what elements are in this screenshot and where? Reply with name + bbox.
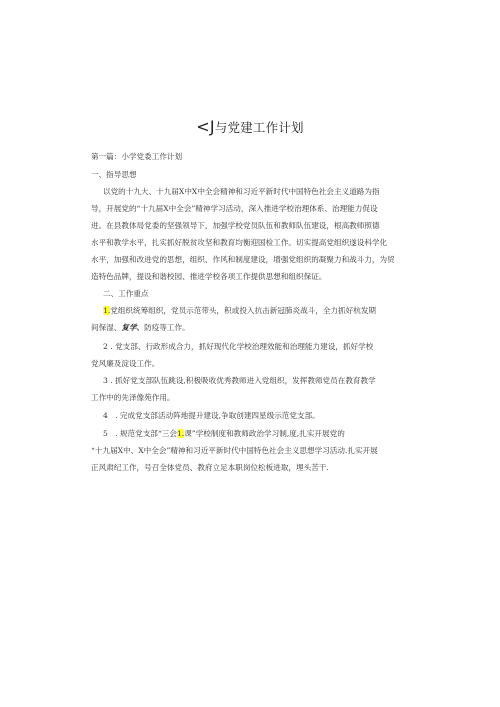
list-item-3-cont: 工作中的先泽像苑作用。 <box>91 393 175 402</box>
paragraph-line: 导，开展党的“十九届X中全会”精神学习活动，深入推进学校治理体系、治理能力促设 <box>91 204 378 213</box>
title-rest: 与党建工作计划 <box>214 120 304 135</box>
heading-guiding-ideology: 一、指导思想 <box>91 170 137 179</box>
list-item-5-cont: “十九届X中、X中全会”精神和习近平新时代中国特色社会主义思想学习活动.扎实开展 <box>91 446 378 455</box>
list-item-2-cont: 党风廉及淀设工作。 <box>91 359 160 368</box>
heading-work-focus: 二、工作重点 <box>103 289 149 298</box>
list-item-2 <box>103 342 373 351</box>
paragraph-line: 进。在县教体局党委的坚强领导下，加强学校党员队伍和教师队伍建设，根高教师照德 <box>91 221 380 230</box>
bold-italic-text: 复学、 <box>121 323 145 332</box>
list-number: 3 <box>103 376 108 385</box>
list-item-text: 课”学校制度和教师政治学习制,度,扎实开展党的 <box>184 429 345 438</box>
list-item-3 <box>103 376 376 385</box>
list-item-text: . 党支部、行政形成合力，抓好现代化学校治理效能和治理能力建设，抓好学校 <box>110 342 374 351</box>
list-number: 2 <box>103 342 108 351</box>
list-item-4 <box>103 411 320 420</box>
title-lead: <J <box>196 117 215 136</box>
list-item-text: . 抓好党支部队伍跳设,积极吸收优秀教师进入党组织，发挥教师党员在教育教学 <box>110 376 376 385</box>
section-heading-first-article: 第一篇：小学党委工作计划 <box>91 152 183 161</box>
highlighted-number: 1. <box>176 429 185 438</box>
paragraph-line: 水平，加强和改进党的思想，组织、作风和制度建设，增强党组织的凝聚力和战斗力，为贸 <box>91 255 395 264</box>
list-item-text: 间保湿、 <box>91 323 122 332</box>
list-item-text: 防疫等工作。 <box>144 323 190 332</box>
list-item-5-cont: 正风肃纪工作，号召全体党员、教府立足本职岗位松板进取，埋头苦干. <box>91 463 329 472</box>
highlighted-number: 1. <box>103 306 111 315</box>
list-item-5 <box>103 429 345 438</box>
list-number: 4 <box>103 411 108 420</box>
list-number: 5 <box>103 429 108 438</box>
list-item-text: . 完成党支部活动阵地提升建设,争取创建四星级示范党支部。 <box>115 411 320 420</box>
list-item-text: . 规范党支部“三会 <box>115 429 177 438</box>
paragraph-line: 水平和教学水平，扎实抓好脱贫攻坚和教育均衡迎国检工作。切实提高党组织遂设科学化 <box>91 238 388 247</box>
list-item-1 <box>103 306 376 315</box>
paragraph-line: 造特色品牌，提设和谐校园、推进学校各项工作提供思想和组织保证。 <box>91 272 327 281</box>
paragraph-line: 以党的十九大、十九届X中X中全会精神和习近平新时代中国特色社会主义道路为指 <box>103 187 380 196</box>
list-item-1-cont <box>91 323 190 332</box>
list-item-text: 党组织统筹组织，党员示范带头，积或投入抗击新冠肺炎战斗，全力抓好杭发期 <box>110 306 377 315</box>
document-title <box>0 117 500 136</box>
